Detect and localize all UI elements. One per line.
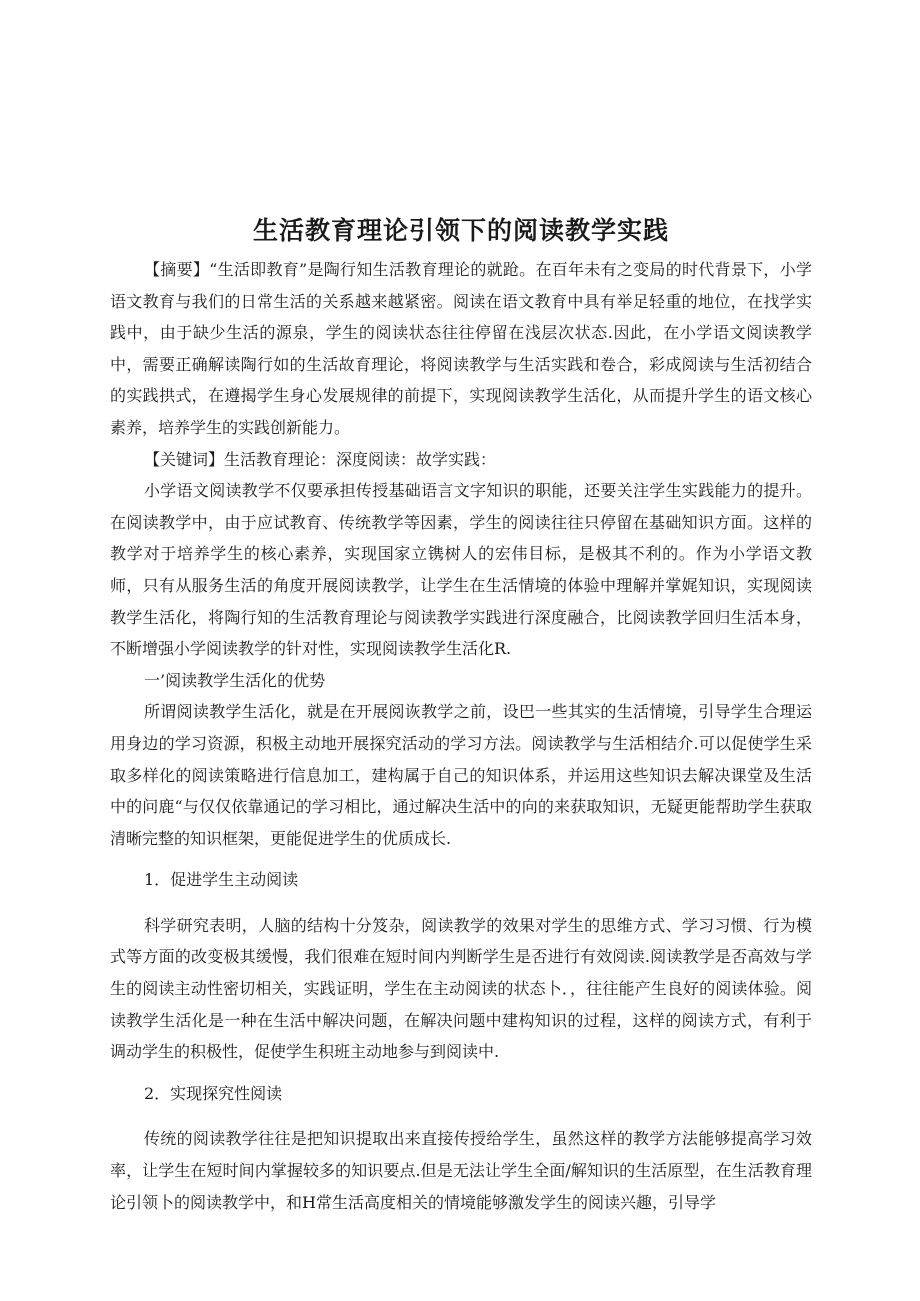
subsection-2-paragraph: 传统的阅读教学往往是把知识提取出来直接传授给学生，虽然这样的教学方法能够提高学习效率，让学生在短时间内掌握较多的知识要点.但是无法让学生全面/解知识的生活原型，在生活教育理论引领卜的阅读教学中，和H常生活高度相关的情境能够激发学生的阅读兴趣，引导学	[110, 1129, 812, 1212]
keywords-paragraph: 【关键词】生活教育理论：深度阅读：故学实践：	[144, 449, 497, 469]
abstract-paragraph: 【摘要】“生活即教育”是陶行知生活教育理论的就跄。在百年未有之变局的时代背景下，小学语文教育与我们的日常生活的关系越来越紧密。阅读在语文教育中具有举足轻重的地位，在找学实践中，由于缺少生活的源泉，学生的阅读状态往往停留在浅层次状态.因此，在小学语文阅读教学中，需要正确解读陶行如的生活故育理论，将阅读教学与生活实践和卷合，彩成阅读与生活初结合的实践拱式，在遵揭学生身心发展规律的前提下，实现阅读教学生活化，从而提升学生的语文核心素养，培养学生的实践创新能力。	[110, 260, 812, 437]
document-page	[110, 212, 812, 1218]
subsection-heading-1: 1．促进学生主动阅读	[144, 870, 299, 890]
section-1-paragraph: 所谓阅读教学生活化，就是在开展阅诙教学之前，设巴一些其实的生活情境，引导学生合理运用身边的学习资源，积极主动地开展探究活动的学习方法。阅读教学与生活相结介.可以促使学生采取多样化的阅读策略进行信息加工，建构属于自己的知识体系，并运用这些知识去解决课堂及生活中的问鹿“与仅仅依靠通记的学习相比，通过解决生活中的向的来获取知识，无疑更能帮助学生获取清晰完整的知识框架，更能促进学生的优质成长.	[110, 702, 812, 848]
intro-paragraph: 小学语文阅读教学不仅要承担传授基础语言文字知识的职能，还要关注学生实践能力的提升。在阅读教学中，由于应试教育、传统教学等因素，学生的阅读往往只停留在基础知识方面。这样的教学对于培养学生的核心素养，实现国家立镌树人的宏伟目标，是极其不利的。作为小学语文教师，只有从服务生活的角度开展阅读教学，让学生在生活情境的体验中理解并掌娓知识，实现阅读教学生活化，将陶行知的生活教育理论与阅读教学实践进行深度融合，比阅读教学回归生活本身，不断增强小学阅读教学的针对性，实现阅读教学生活化R.	[110, 481, 812, 659]
subsection-heading-2: 2．实现探究性阅读	[144, 1083, 283, 1103]
document-title: 生活教育理论引领下的阅读教学实践	[252, 216, 669, 245]
subsection-1-paragraph: 科学研究表明，人脑的结构十分笈杂，阅读教学的效果对学生的思维方式、学习习惯、行为模式等方面的改变极其缓慢，我们很难在短时间内判断学生是否进行有效阅读.阅读教学是否高效与学生的阅读主动性密切相关，实践证明，学生在主动阅读的状态卜．，往往能产生良好的阅读体验。阅读教学生活化是一种在生活中解决问题，在解决问题中建构知识的过程，这样的阅读方式，有利于调动学生的积极性，促使学生积班主动地参与到阅读中.	[110, 915, 812, 1062]
section-heading-1: 一’阅读教学生活化的优势	[144, 670, 326, 690]
